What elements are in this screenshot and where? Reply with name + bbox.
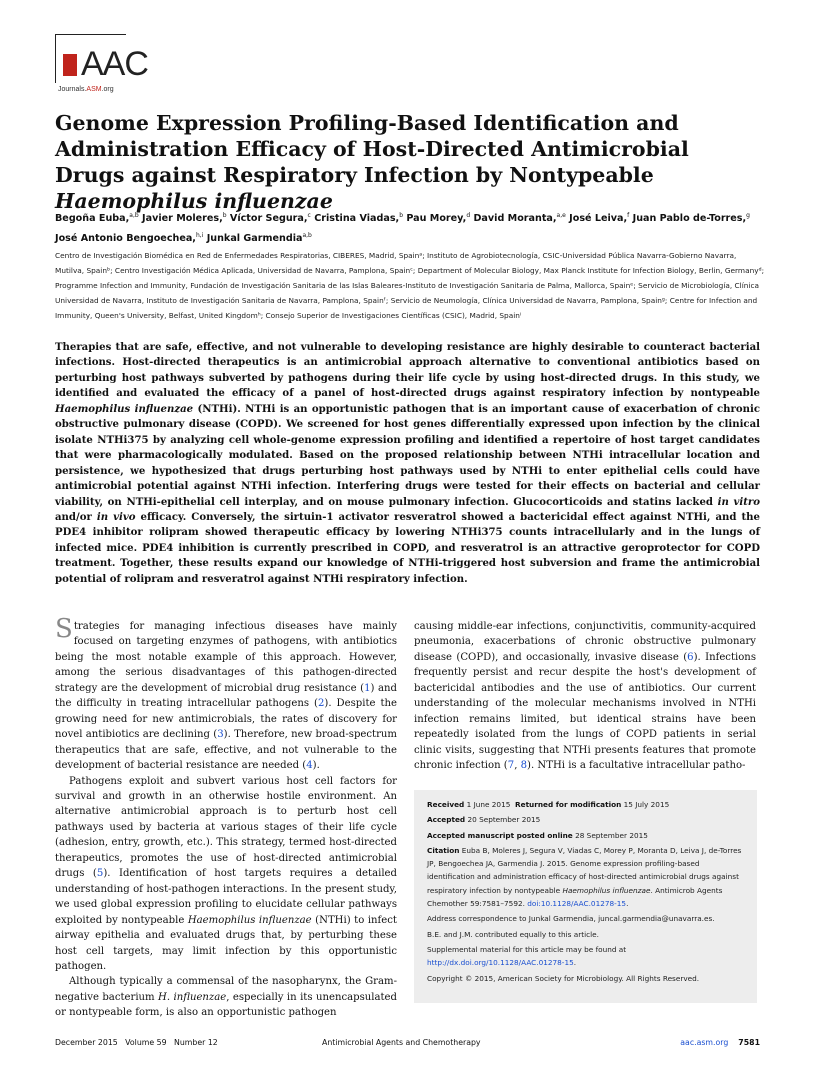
ref-link[interactable]: 6 <box>687 651 694 663</box>
abstract: Therapies that are safe, effective, and not vulnerable to developing resistance are highly desirable to counteract bacterial infections. Host-directed therapeutics is an antimicrobial approach alternative to conventional antibiotics based on perturbing host pathways subverted by pathogens during their life cycle by using host-directed drugs. In this study, we identified and evaluated the efficacy of a panel of host-directed drugs against respiratory infection by nontypeable Haemophilus influenzae (NTHi). NTHi is an opportunistic pathogen that is an important cause of exacerbation of chronic obstructive pulmonary disease (COPD). We screened for host genes differentially expressed upon infection by the clinical isolate NTHi375 by analyzing cell whole-genome expression profiling and identified a repertoire of host target candidates that were pharmacologically modulated. Based on the proposed relationship between NTHi intracellular location and persistence, we hypothesized that drugs perturbing host pathways used by NTHi to enter epithelial cells could have antimicrobial potential against NTHi infection. Interfering drugs were tested for their effects on bacterial and cellular viability, on NTHi-epithelial cell interplay, and on mouse pulmonary infection. Glucocorticoids and statins lacked in vitro and/or in vivo efficacy. Conversely, the sirtuin-1 activator resveratrol showed a bactericidal effect against NTHi, and the PDE4 inhibitor rolipram showed therapeutic efficacy by lowering NTHi375 counts intracellularly and in the lungs of infected mice. PDE4 inhibition is currently prescribed in COPD, and resveratrol is an attractive geroprotector for COPD treatment. Together, these results expand our knowledge of NTHi-triggered host subversion and frame the antimicrobial potential of rolipram and resveratrol against NTHi respiratory infection. <box>55 341 761 585</box>
author: José Antonio Bengoechea,$^{h,i}$ <box>55 232 204 245</box>
affiliations: Centro de Investigación Biomédica en Red de Enfermedades Respiratorias, CIBERES, Madrid, Spainᵃ; Instituto de Agrobiotecnología, CSIC-Universidad Pública Navarra-Gobierno Navarra, Mutilva, Spainᵇ; Centro Investigación Médica Aplicada, Universidad de Navarra, Pamplona, Spainᶜ; Department of Molecular Biology, Max Planck Institute for Infection Biology, Berlin, Germanyᵈ; Programme Infection and Immunity, Fundación de Investigación Sanitaria de las Islas Baleares-Instituto de Investigación Sanitaria de Palma, Mallorca, Spainᵉ; Servicio de Microbiología, Clínica Universidad de Navarra, Instituto de Investigación Sanitaria de Navarra, Pamplona, Spainᶠ; Servicio de Neumología, Clínica Universidad de Navarra, Pamplona, Spainᵍ; Centre for Infection and Immunity, Queen's University, Belfast, United Kingdomʰ; Consejo Superior de Investigaciones Científicas (CSIC), Madrid, Spainⁱ <box>55 251 765 321</box>
article-title: Genome Expression Profiling-Based Identification and Administration Efficacy of Host-Directed Antimicrobial Drugs against Respiratory Infection by Nontypeable Haemophilus influenzae <box>55 111 689 213</box>
author: David Moranta,$^{a,e}$ <box>473 212 566 225</box>
issue-info: December 2015 Volume 59 Number 12 <box>55 1038 218 1047</box>
body-paragraph: Strategies for managing infectious diseases have mainly focused on targeting enzymes of pathogens, with antibiotics being the most notable example of this approach. However, among the serious disadvantages of this pathogen-directed strategy are the development of microbial drug resistance (1) and the difficulty in treating intracellular pathogens (2). Despite the growing need for new antimicrobials, the rates of discovery for novel antibiotics are declining (3). Therefore, new broad-spectrum therapeutics that are safe, effective, and not vulnerable to the development of bacterial resistance are needed (4). <box>55 614 398 772</box>
copyright: Copyright © 2015, American Society for Microbiology. All Rights Reserved. <box>427 973 700 983</box>
logo-text: AAC <box>81 45 148 83</box>
accepted-line: Accepted 20 September 2015 <box>427 815 541 825</box>
author: Javier Moleres,$^b$ <box>142 212 227 225</box>
ref-link[interactable]: 2 <box>317 698 325 710</box>
author: Begoña Euba,$^{a,b}$ <box>55 212 139 225</box>
logo-subtitle: Journals.ASM.org <box>58 86 114 93</box>
ref-link[interactable]: 3 <box>217 729 224 741</box>
author: Junkal Garmendia$^{a,b}$ <box>206 232 312 245</box>
site-link[interactable]: aac.asm.org <box>680 1038 729 1047</box>
journal-logo[interactable] <box>55 34 148 94</box>
received-line: Received 1 June 2015 Returned for modification 15 July 2015 <box>427 800 670 809</box>
ref-link[interactable]: 5 <box>96 868 104 880</box>
online-line: Accepted manuscript posted online 28 September 2015 <box>427 830 648 840</box>
doi-link[interactable]: doi:10.1128/AAC.01278-15 <box>527 899 627 909</box>
body-paragraph: Pathogens exploit and subvert various host cell factors for survival and growth in an otherwise hostile environment. An alternative antimicrobial approach is to perturb host cell pathways used by bacteria at various stages of their life cycle (adhesion, entry, growth, etc.). This strategy, termed host-directed therapeutics, promotes the use of host-directed antimicrobial drugs (5). Identification of host targets requires a detailed understanding of host-pathogen interactions. In the present study, we used global expression profiling to elucidate cellular pathways exploited by nontypeable Haemophilus influenzae (NTHi) to infect airway epithelia and evaluated drugs that, by perturbing these host cell targets, may limit infection by this opportunistic pathogen. <box>55 775 397 972</box>
ref-link[interactable]: 7 <box>507 760 515 772</box>
ref-link[interactable]: 8 <box>520 760 528 772</box>
article-info-box <box>414 790 757 1003</box>
body-column-right <box>414 619 756 774</box>
author: Pau Morey,$^d$ <box>406 212 471 225</box>
ref-link[interactable]: 4 <box>306 760 313 772</box>
supplemental: Supplemental material for this article may be found at http://dx.doi.org/10.1128/AAC.01278-15. <box>427 944 627 968</box>
equal-contribution: B.E. and J.M. contributed equally to this article. <box>427 929 599 939</box>
supplemental-link[interactable]: http://dx.doi.org/10.1128/AAC.01278-15 <box>427 958 574 968</box>
ref-link[interactable]: 1 <box>364 682 371 694</box>
body-paragraph: Although typically a commensal of the nasopharynx, the Gram-negative bacterium H. influenzae, especially in its unencapsulated or nontypeable form, is also an opportunistic pathogen <box>55 976 397 1019</box>
body-column-left <box>55 614 398 1021</box>
correspondence: Address correspondence to Junkal Garmendia, juncal.garmendia@unavarra.es. <box>427 914 715 924</box>
citation: Citation Euba B, Moleres J, Segura V, Viadas C, Morey P, Moranta D, Leiva J, de-Torres JP, Bengoechea JA, Garmendia J. 2015. Genome expression profiling-based identification and administration efficacy of host-directed antimicrobial drugs against respiratory infection by nontypeable Haemophilus influenzae. Antimicrob Agents Chemother 59:7581–7592. doi:10.1128/AAC.01278-15. <box>427 845 742 909</box>
journal-name: Antimicrobial Agents and Chemotherapy <box>322 1038 481 1047</box>
author: Cristina Viadas,$^b$ <box>314 212 404 225</box>
logo-red-icon <box>63 54 77 76</box>
author: José Leiva,$^f$ <box>569 212 630 225</box>
author: Víctor Segura,$^c$ <box>229 212 311 225</box>
author: Juan Pablo de-Torres,$^g$ <box>632 212 750 225</box>
author-list <box>55 207 765 247</box>
drop-cap: S <box>55 614 73 644</box>
body-paragraph: causing middle-ear infections, conjunctivitis, community-acquired pneumonia, exacerbations of chronic obstructive pulmonary disease (COPD), and occasionally, invasive disease (6). Infections frequently persist and recur despite the host's development of bactericidal antibodies and the use of antibiotics. Our current understanding of the molecular mechanisms involved in NTHi infection remains limited, but identical strains have been repeatedly isolated from the lungs of COPD patients in serial clinic visits, suggesting that NTHi presents features that promote chronic infection (7, 8). NTHi is a facultative intracellular patho- <box>414 621 756 772</box>
page-footer <box>55 1038 760 1047</box>
page-number: 7581 <box>738 1038 760 1047</box>
